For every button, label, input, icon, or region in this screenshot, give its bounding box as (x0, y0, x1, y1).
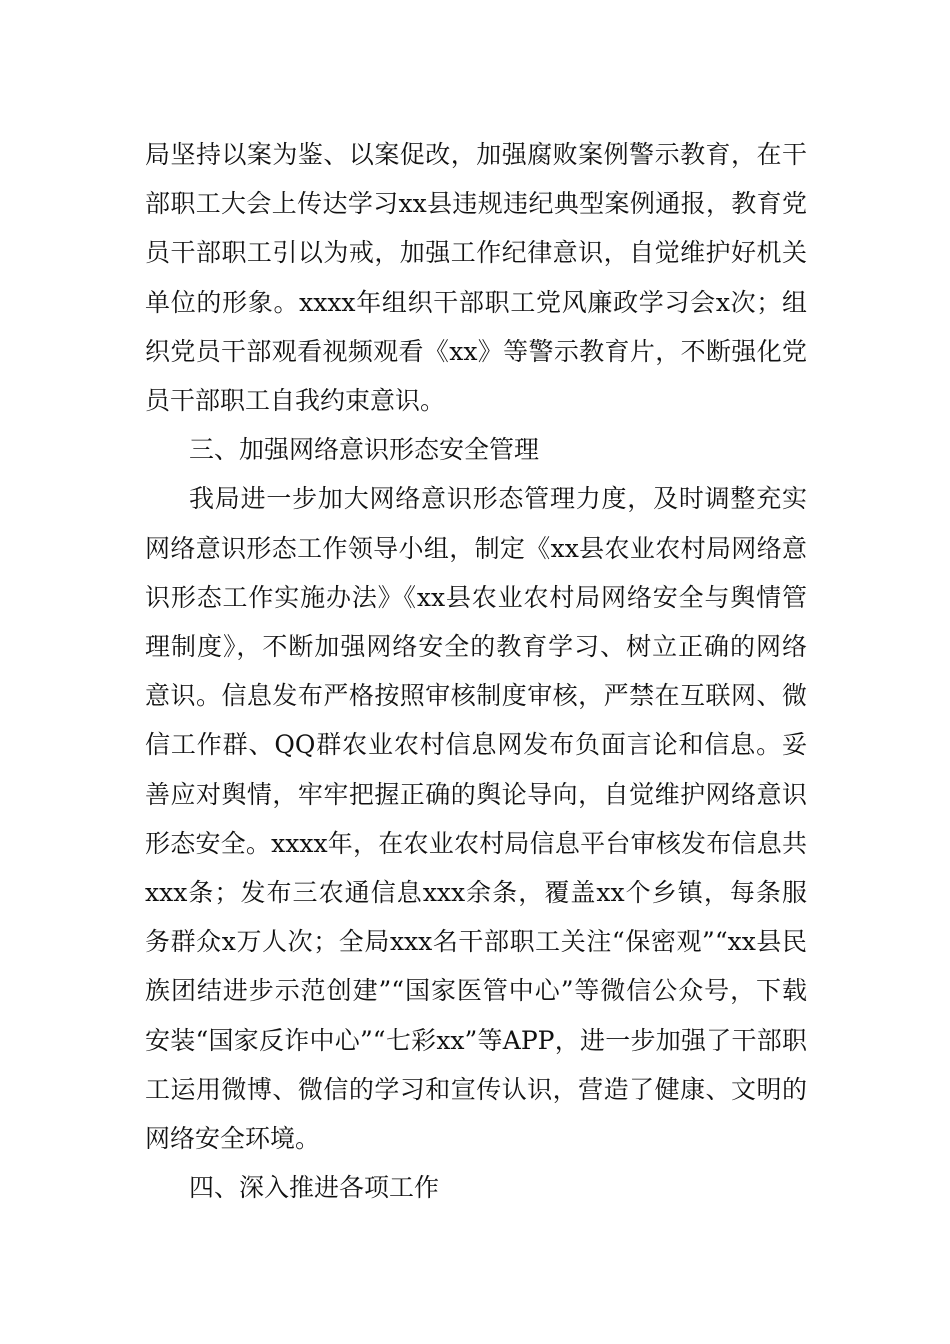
section-heading-3: 三、加强网络意识形态安全管理 (189, 435, 540, 465)
section-heading-4: 四、深入推进各项工作 (189, 1173, 440, 1203)
paragraph-discipline-education: 局坚持以案为鉴、以案促改，加强腐败案例警示教育，在干部职工大会上传达学习xx县违规违纪典型案例通报，教育党员干部职工引以为戒，加强工作纪律意识，自觉维护好机关单位的形象。xxxx年组织干部职工党风廉政学习会x次；组织党员干部观看视频观看《xx》等警示教育片，不断强化党员干部职工自我约束意识。 (145, 140, 807, 416)
document-body (145, 130, 807, 1212)
paragraph-network-security: 我局进一步加大网络意识形态管理力度，及时调整充实网络意识形态工作领导小组，制定《xx县农业农村局网络意识形态工作实施办法》《xx县农业农村局网络安全与舆情管理制度》，不断加强网络安全的教育学习、树立正确的网络意识。信息发布严格按照审核制度审核，严禁在互联网、微信工作群、QQ群农业农村信息网发布负面言论和信息。妥善应对舆情，牢牢把握正确的舆论导向，自觉维护网络意识形态安全。xxxx年，在农业农村局信息平台审核发布信息共xxx条；发布三农通信息xxx余条，覆盖xx个乡镇，每条服务群众x万人次；全局xxx名干部职工关注“保密观”“xx县民族团结进步示范创建”“国家医管中心”等微信公众号，下载安装“国家反诈中心”“七彩xx”等APP，进一步加强了干部职工运用微博、微信的学习和宣传认识，营造了健康、文明的网络安全环境。 (145, 484, 807, 1154)
